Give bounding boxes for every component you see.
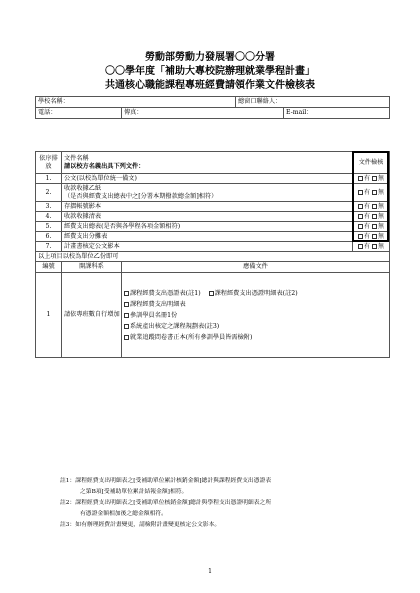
no-label: 無 <box>378 232 385 240</box>
no-label: 無 <box>378 222 385 230</box>
table-row <box>36 184 390 202</box>
yes-label: 有 <box>363 188 370 196</box>
doc-checkbox[interactable] <box>209 291 214 296</box>
yes-checkbox[interactable] <box>358 224 363 229</box>
table-row <box>36 232 390 242</box>
table-row <box>36 202 390 212</box>
note-1 <box>60 476 380 487</box>
yes-checkbox[interactable] <box>358 244 363 249</box>
table-row <box>36 212 390 222</box>
doc-item-label: 課程經費支出憑證明細表(註2) <box>214 289 298 297</box>
yes-label: 有 <box>363 232 370 240</box>
program-doc-line <box>124 332 387 343</box>
document-checklist-table <box>35 151 390 358</box>
doc-checkbox[interactable] <box>124 335 129 340</box>
program-docs-cell <box>122 273 390 358</box>
note-3 <box>60 520 380 531</box>
doc-checkbox[interactable] <box>124 302 129 307</box>
note-text: 課程經費支出明細表之[受補助單位累計核銷金額]總計與課程經費支出憑證表 <box>75 478 272 484</box>
yes-checkbox[interactable] <box>358 214 363 219</box>
fax-field[interactable]: 傳真： <box>122 108 284 119</box>
email-field[interactable]: E-mail： <box>284 108 390 119</box>
yes-checkbox[interactable] <box>358 176 363 181</box>
doc-number: 4. <box>36 212 62 222</box>
yes-label: 有 <box>363 212 370 220</box>
no-checkbox[interactable] <box>372 204 377 209</box>
program-name-header: 開課科系 <box>62 262 122 273</box>
yes-checkbox[interactable] <box>358 190 363 195</box>
no-label: 無 <box>378 188 385 196</box>
no-label: 無 <box>378 212 385 220</box>
table-row <box>36 273 390 358</box>
program-code-header: 編號 <box>36 262 62 273</box>
doc-number: 3. <box>36 202 62 212</box>
school-name-field[interactable]: 學校名稱： <box>36 97 236 108</box>
no-checkbox[interactable] <box>372 244 377 249</box>
note-label: 註2： <box>60 500 76 506</box>
doc-name-main: 收款收據乙紙 <box>64 184 102 192</box>
doc-number: 2. <box>36 184 62 202</box>
school-info-table <box>35 96 390 119</box>
program-name: 請依專班數自行增加 <box>62 273 122 358</box>
yes-label: 有 <box>363 202 370 210</box>
yes-checkbox[interactable] <box>358 234 363 239</box>
section-label: 以上項目以校為單位乙份即可 <box>36 252 390 262</box>
document-title-line-2: 〇〇學年度「補助大專校院辦理就業學程計畫」 <box>105 66 315 77</box>
program-doc-line <box>124 299 387 310</box>
check-cell <box>353 242 390 252</box>
doc-name: 收款收據清表 <box>62 212 353 222</box>
no-checkbox[interactable] <box>372 214 377 219</box>
note-text: 如有辦理經費計畫變更，請檢附計畫變更核定公文影本。 <box>75 522 221 528</box>
page-number: 1 <box>208 568 212 575</box>
program-doc-line <box>124 310 387 321</box>
doc-name: 存摺帳號影本 <box>62 202 353 212</box>
no-checkbox[interactable] <box>372 190 377 195</box>
yes-label: 有 <box>363 222 370 230</box>
yes-checkbox[interactable] <box>358 204 363 209</box>
doc-checkbox[interactable] <box>124 313 129 318</box>
doc-item-label: 課程經費支出明細表 <box>130 300 186 308</box>
table-row <box>36 242 390 252</box>
doc-name: 公文(以校為單位統一備文) <box>62 174 353 184</box>
docname-instruction: 請以校方名義出具下列文件： <box>64 162 145 170</box>
doc-checkbox[interactable] <box>124 291 129 296</box>
check-cell <box>353 222 390 232</box>
doc-name: 計畫書核定公文影本 <box>62 242 353 252</box>
yes-label: 有 <box>363 242 370 250</box>
docname-header <box>62 152 353 174</box>
no-label: 無 <box>378 202 385 210</box>
doc-name: 經費支出分攤表 <box>62 232 353 242</box>
program-doc-line <box>124 288 387 299</box>
note-text: 課程經費支出明細表之[受補助單位核銷金額]總計與學程支出憑證明細表之所 <box>75 500 272 506</box>
doc-number: 7. <box>36 242 62 252</box>
document-title-line-3: 共通核心職能課程專班經費請領作業文件檢核表 <box>105 80 315 91</box>
no-label: 無 <box>378 242 385 250</box>
note-label: 註3： <box>60 522 76 528</box>
note-label: 註1： <box>60 478 76 484</box>
doc-name <box>62 184 353 202</box>
contact-person-field[interactable]: 總窗口聯絡人： <box>236 97 390 108</box>
check-cell <box>353 174 390 184</box>
doc-item-label: 系統產出核定之課程規劃表(註3) <box>130 322 220 330</box>
check-cell <box>353 184 390 202</box>
doc-number: 5. <box>36 222 62 232</box>
doc-item-label: 課程經費支出憑證表(註1) <box>130 289 201 297</box>
order-header: 依序排放 <box>36 152 62 174</box>
doc-number: 1. <box>36 174 62 184</box>
yes-label: 有 <box>363 174 370 182</box>
note-2-continued: 有憑證金額相加後之總金額相符。 <box>80 511 167 517</box>
check-cell <box>353 232 390 242</box>
no-checkbox[interactable] <box>372 234 377 239</box>
table-row <box>36 222 390 232</box>
no-label: 無 <box>378 174 385 182</box>
doc-item-label: 參訓學員名冊1份 <box>130 311 178 319</box>
doc-name-sub: （是否與經費支出總表中之[分署本期撥款總金額]相符） <box>64 192 218 200</box>
table-row <box>36 174 390 184</box>
doc-checkbox[interactable] <box>124 324 129 329</box>
note-2 <box>60 498 380 509</box>
program-code: 1 <box>36 273 62 358</box>
doc-item-label: 就業追蹤問卷書正本(所有參訓學員皆需檢附) <box>130 333 253 341</box>
doc-name: 經費支出總表(是否與各學程各項金額相符) <box>62 222 353 232</box>
notes-section <box>60 476 380 531</box>
doc-number: 6. <box>36 232 62 242</box>
document-title-line-1: 勞動部勞動力發展署〇〇分署 <box>145 52 275 63</box>
program-doc-line <box>124 321 387 332</box>
note-1-continued: 之第B項[受補助單位累計結報金額]相符。 <box>80 489 188 495</box>
phone-field[interactable]: 電話： <box>36 108 122 119</box>
check-cell <box>353 212 390 222</box>
docname-label: 文件名稱 <box>64 154 89 162</box>
check-cell <box>353 202 390 212</box>
program-docs-header: 應備文件 <box>122 262 390 273</box>
no-checkbox[interactable] <box>372 224 377 229</box>
check-header: 文件檢核 <box>353 152 390 174</box>
no-checkbox[interactable] <box>372 176 377 181</box>
